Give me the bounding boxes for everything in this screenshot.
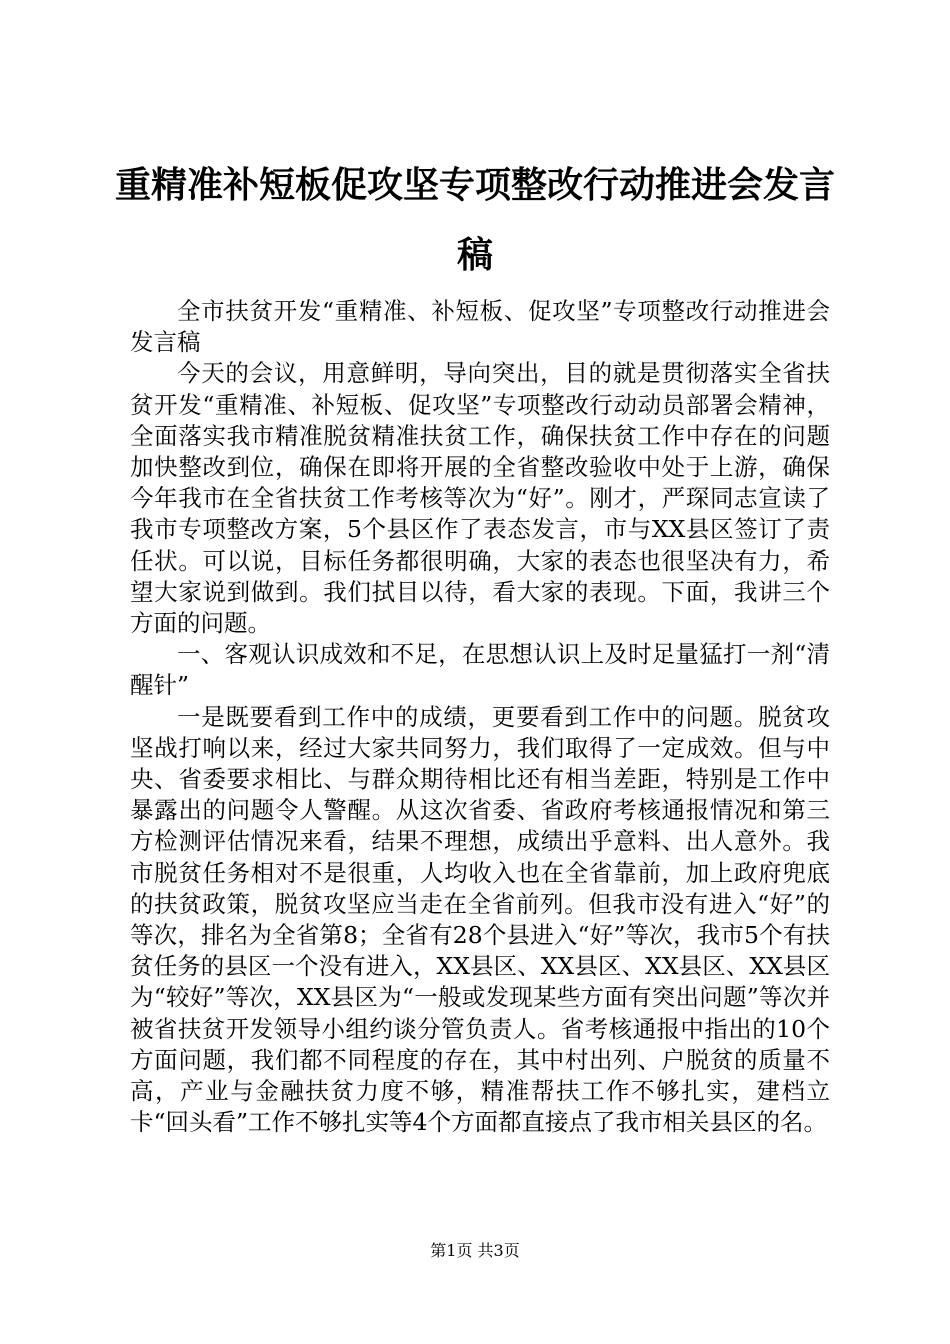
paragraph-section-heading: 一、客观认识成效和不足，在思想认识上及时足量猛打一剂“清醒针” [130, 640, 830, 700]
paragraph-intro: 今天的会议，用意鲜明，导向突出，目的就是贯彻落实全省扶贫开发“重精准、补短板、促攻坚”专项整改行动动员部署会精神，全面落实我市精准脱贫精准扶贫工作，确保扶贫工作中存在的问题加快整改到位，确保在即将开展的全省整改验收中处于上游，确保今年我市在全省扶贫工作考核等次为“好”。刚才，严琛同志宣读了我市专项整改方案，5个县区作了表态发言，市与XX县区签订了责任状。可以说，目标任务都很明确，大家的表态也很坚决有力，希望大家说到做到。我们拭目以待，看大家的表现。下面，我讲三个方面的问题。 [130, 359, 830, 638]
document-body [130, 296, 830, 1138]
document-title: 重精准补短板促攻坚专项整改行动推进会发言稿 [114, 164, 835, 276]
paragraph-subtitle: 全市扶贫开发“重精准、补短板、促攻坚”专项整改行动推进会发言稿 [130, 297, 830, 357]
page-footer: 第1页 共3页 [430, 1241, 520, 1260]
paragraph-point-one: 一是既要看到工作中的成绩，更要看到工作中的问题。脱贫攻坚战打响以来，经过大家共同努力，我们取得了一定成效。但与中央、省委要求相比、与群众期待相比还有相当差距，特别是工作中暴露出的问题令人警醒。从这次省委、省政府考核通报情况和第三方检测评估情况来看，结果不理想，成绩出乎意料、出人意外。我市脱贫任务相对不是很重，人均收入也在全省靠前，加上政府兜底的扶贫政策，脱贫攻坚应当走在全省前列。但我市没有进入“好”的等次，排名为全省第8；全省有28个县进入“好”等次，我市5个有扶贫任务的县区一个没有进入，XX县区、XX县区、XX县区、XX县区为“较好”等次，XX县区为“一般或发现某些方面有突出问题”等次并被省扶贫开发领导小组约谈分管负责人。省考核通报中指出的10个方面问题，我们都不同程度的存在，其中村出列、户脱贫的质量不高，产业与金融扶贫力度不够，精准帮扶工作不够扎实，建档立卡“回头看”工作不够扎实等4个方面都直接点了我市相关县区的名。 [130, 702, 830, 1137]
